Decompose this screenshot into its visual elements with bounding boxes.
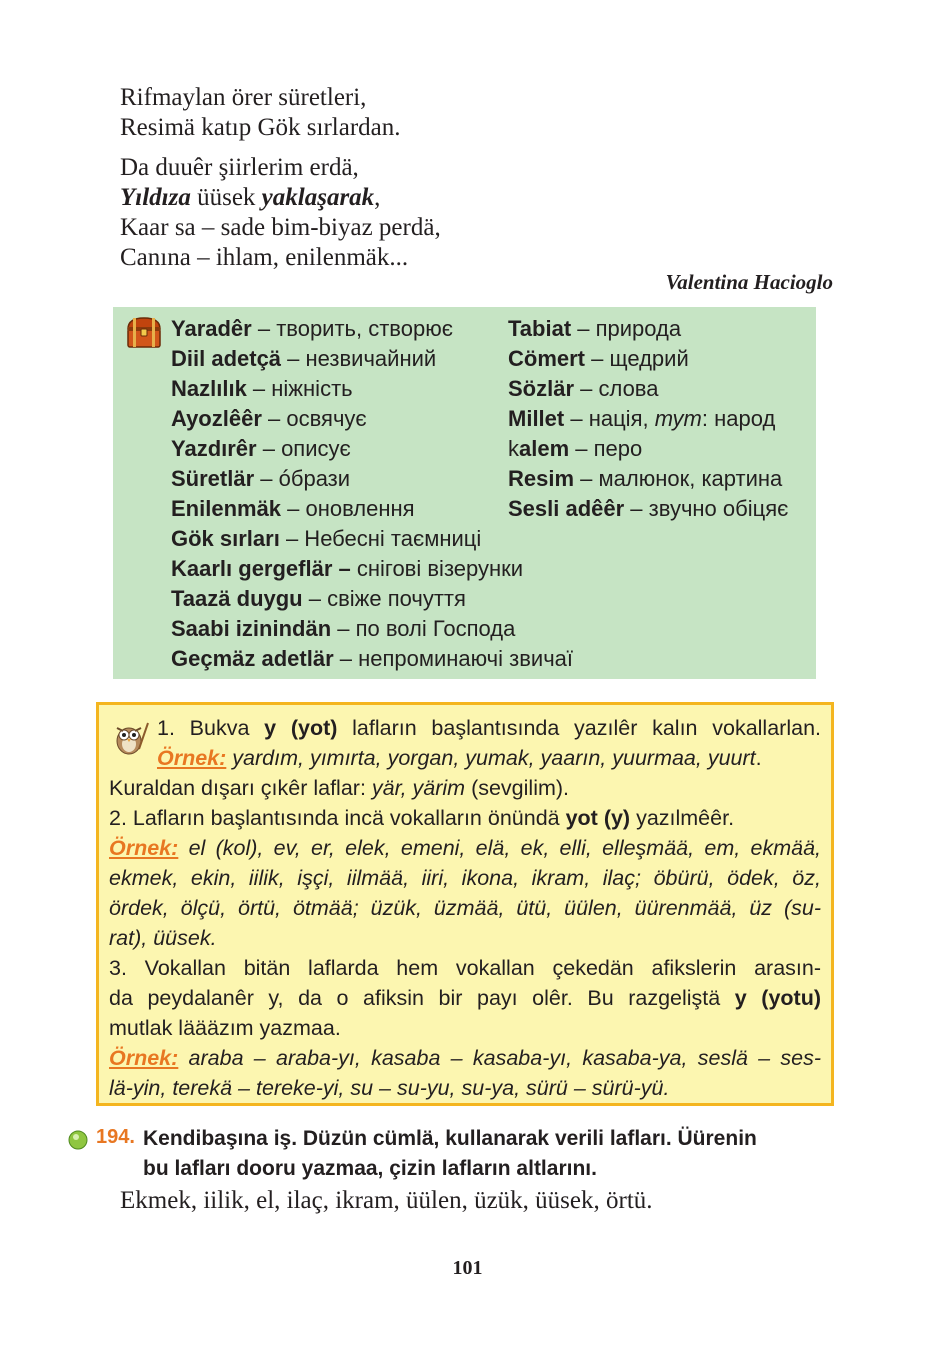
- example-label: Örnek:: [109, 836, 179, 860]
- vocab-definition: – оновлення: [281, 496, 415, 521]
- vocab-entry: [171, 406, 367, 432]
- poem-line: Resimä katıp Gök sırlardan.: [120, 114, 401, 141]
- exercise-words: Ekmek, iilik, el, ilaç, ikram, üülen, üzük, üüsek, örtü.: [120, 1187, 653, 1214]
- vocab-definition: снігові візерунки: [350, 556, 524, 581]
- vocab-term: Yazdırêr: [171, 436, 257, 461]
- vocab-definition: – óбрази: [254, 466, 351, 491]
- poem-text: ,: [374, 184, 381, 211]
- exercise-number: 194.: [96, 1126, 135, 1148]
- poem-line: Rifmaylan örer süretleri,: [120, 84, 367, 111]
- poem-line: Canına – ihlam, enilenmäk...: [120, 244, 409, 271]
- poem-line: Kaar sa – sade bim-biyaz perdä,: [120, 214, 441, 241]
- rule-example-line: [109, 743, 821, 773]
- vocab-term: Süretlär: [171, 466, 255, 491]
- vocab-term: alem: [519, 436, 570, 461]
- vocab-definition: – свіже почуття: [302, 586, 466, 611]
- vocab-definition: – слова: [574, 376, 659, 401]
- example-text: araba – araba-yı, kasaba – kasaba-yı, kasaba-ya, seslä – ses-: [178, 1046, 821, 1070]
- vocab-entry: [508, 346, 689, 372]
- vocab-entry: [171, 556, 523, 582]
- instruction-line: bu lafları dooru yazmaa, çizin lafların altlarını.: [143, 1157, 597, 1180]
- vocab-entry: [171, 466, 350, 492]
- vocab-term: Sözlär: [508, 376, 575, 401]
- vocab-definition: – нація,: [564, 406, 655, 431]
- vocab-definition: – Небесні таємниці: [279, 526, 482, 551]
- rule-text-part: 2. Lafların başlantısında incä vokalların önündä: [109, 806, 566, 830]
- poem-author: Valentina Hacioglo: [665, 270, 833, 294]
- vocab-term: Yaradêr: [171, 316, 252, 341]
- vocab-entry: [171, 586, 466, 612]
- vocab-definition: – непроминаючі звичаї: [333, 646, 574, 671]
- vocab-note: тут: [654, 406, 702, 431]
- vocab-term: Saabi izinindän: [171, 616, 332, 641]
- vocab-term: Gök sırları: [171, 526, 280, 551]
- vocab-definition: – творить, створює: [251, 316, 453, 341]
- vocab-definition: – ніжність: [246, 376, 353, 401]
- vocab-term-prefix: k: [508, 436, 519, 461]
- vocab-entry: [171, 616, 515, 642]
- poem-emphasis: yaklaşarak: [261, 184, 375, 211]
- vocab-entry: [508, 496, 788, 522]
- example-text: yär, yärim: [371, 776, 466, 800]
- rule-keyword: y (yotu): [734, 986, 821, 1010]
- example-label: Örnek:: [109, 1046, 179, 1070]
- poem-emphasis: Yıldıza: [120, 184, 191, 211]
- rule-example-line: [109, 833, 821, 863]
- vocab-entry: [508, 436, 642, 462]
- vocab-term: Taazä duygu: [171, 586, 303, 611]
- vocab-entry: [171, 316, 453, 342]
- rule-keyword: y (yot): [264, 716, 338, 740]
- vocab-definition: – природа: [571, 316, 682, 341]
- exercise-instruction: [143, 1124, 843, 1184]
- vocab-definition: – незвичайний: [281, 346, 437, 371]
- rule-text-part: lafların başlantısında yazılêr kalın vokallarlan.: [337, 716, 821, 740]
- poem-stanza-1: [120, 83, 401, 143]
- poem-stanza-2: [120, 153, 441, 273]
- treasure-chest-icon: [125, 315, 163, 349]
- vocab-entry: [171, 496, 415, 522]
- grammar-rule-box: [96, 702, 834, 1106]
- page-number: 101: [452, 1257, 483, 1279]
- vocab-entry: [508, 376, 659, 402]
- vocab-definition: : народ: [701, 406, 776, 431]
- example-label: Örnek:: [157, 746, 227, 770]
- rule-text-part: yazılmêêr.: [630, 806, 735, 830]
- vocab-definition: – описує: [256, 436, 351, 461]
- poem-text: üüsek: [190, 184, 262, 211]
- rule-line: mutlak läääzım yazmaa.: [109, 1016, 341, 1040]
- rule-text: [109, 713, 821, 1103]
- rule-example-line: [109, 1043, 821, 1073]
- vocab-entry: [171, 526, 481, 552]
- rule-line: [109, 803, 821, 833]
- rule-example-line: ördek, ölçü, örtü, ötmää; üzük, üzmää, ütü, üülen, üürenmää, üz (su-: [109, 896, 821, 920]
- exercise-marker-icon: [68, 1130, 94, 1150]
- rule-example-line: ekmek, ekin, iilik, işçi, iilmää, iiri, ikona, ikram, ilaç; öbürü, ödek, öz,: [109, 866, 821, 890]
- vocab-term: Cömert: [508, 346, 586, 371]
- vocabulary-box: [113, 307, 816, 679]
- rule-text-part: .: [755, 746, 762, 770]
- vocab-term: Ayozlêêr: [171, 406, 262, 431]
- rule-example-line: rat), üüsek.: [109, 926, 217, 950]
- example-text: yardım, yımırta, yorgan, yumak, yaarın, yuurmaa, yuurt: [226, 746, 756, 770]
- vocab-term: Kaarlı gergeflär –: [171, 556, 351, 581]
- vocab-definition: – малюнок, картина: [574, 466, 783, 491]
- rule-line: [109, 983, 821, 1013]
- vocab-entry: [171, 346, 436, 372]
- vocab-term: Nazlılık: [171, 376, 247, 401]
- vocab-definition: – звучно обіцяє: [624, 496, 789, 521]
- vocab-term: Resim: [508, 466, 575, 491]
- rule-line: [109, 713, 821, 743]
- vocab-term: Diil adetçä: [171, 346, 282, 371]
- vocab-entry: [171, 436, 351, 462]
- poem-line: Da duuêr şiirlerim erdä,: [120, 154, 359, 181]
- rule-text-part: (sevgilim).: [465, 776, 570, 800]
- vocab-term: Tabiat: [508, 316, 572, 341]
- vocab-term: Sesli adêêr: [508, 496, 625, 521]
- vocab-term: Geçmäz adetlär: [171, 646, 334, 671]
- vocab-entry: [508, 466, 782, 492]
- poem-line: [120, 183, 441, 213]
- rule-text-part: 1. Bukva: [157, 716, 265, 740]
- rule-keyword: yot (y): [565, 806, 631, 830]
- rule-example-line: lä-yin, terekä – tereke-yi, su – su-yu, su-ya, sürü – sürü-yü.: [109, 1076, 670, 1100]
- vocab-entry: [508, 406, 775, 432]
- rule-text-part: Kuraldan dışarı çıkêr laflar:: [109, 776, 372, 800]
- rule-text-part: da peydalanêr y, da o afiksin bir payı olêr. Bu razgeliştä: [109, 986, 735, 1010]
- example-text: el (kol), ev, er, elek, emeni, elä, ek, elli, elleşmää, em, ekmää,: [178, 836, 821, 860]
- vocab-term: Enilenmäk: [171, 496, 282, 521]
- vocab-entry: [508, 316, 681, 342]
- vocab-entry: [171, 646, 573, 672]
- instruction-line: Kendibaşına iş. Düzün cümlä, kullanarak verili lafları. Üürenin: [143, 1127, 757, 1150]
- vocab-definition: – по волі Господа: [331, 616, 516, 641]
- rule-line: [109, 773, 821, 803]
- vocab-definition: – освячує: [261, 406, 367, 431]
- vocab-definition: – щедрий: [585, 346, 689, 371]
- vocab-entry: [171, 376, 353, 402]
- vocab-term: Millet: [508, 406, 565, 431]
- rule-line: 3. Vokallan bitän laflarda hem vokallan çekedän afikslerin arasın-: [109, 956, 821, 980]
- vocab-definition: – перо: [569, 436, 643, 461]
